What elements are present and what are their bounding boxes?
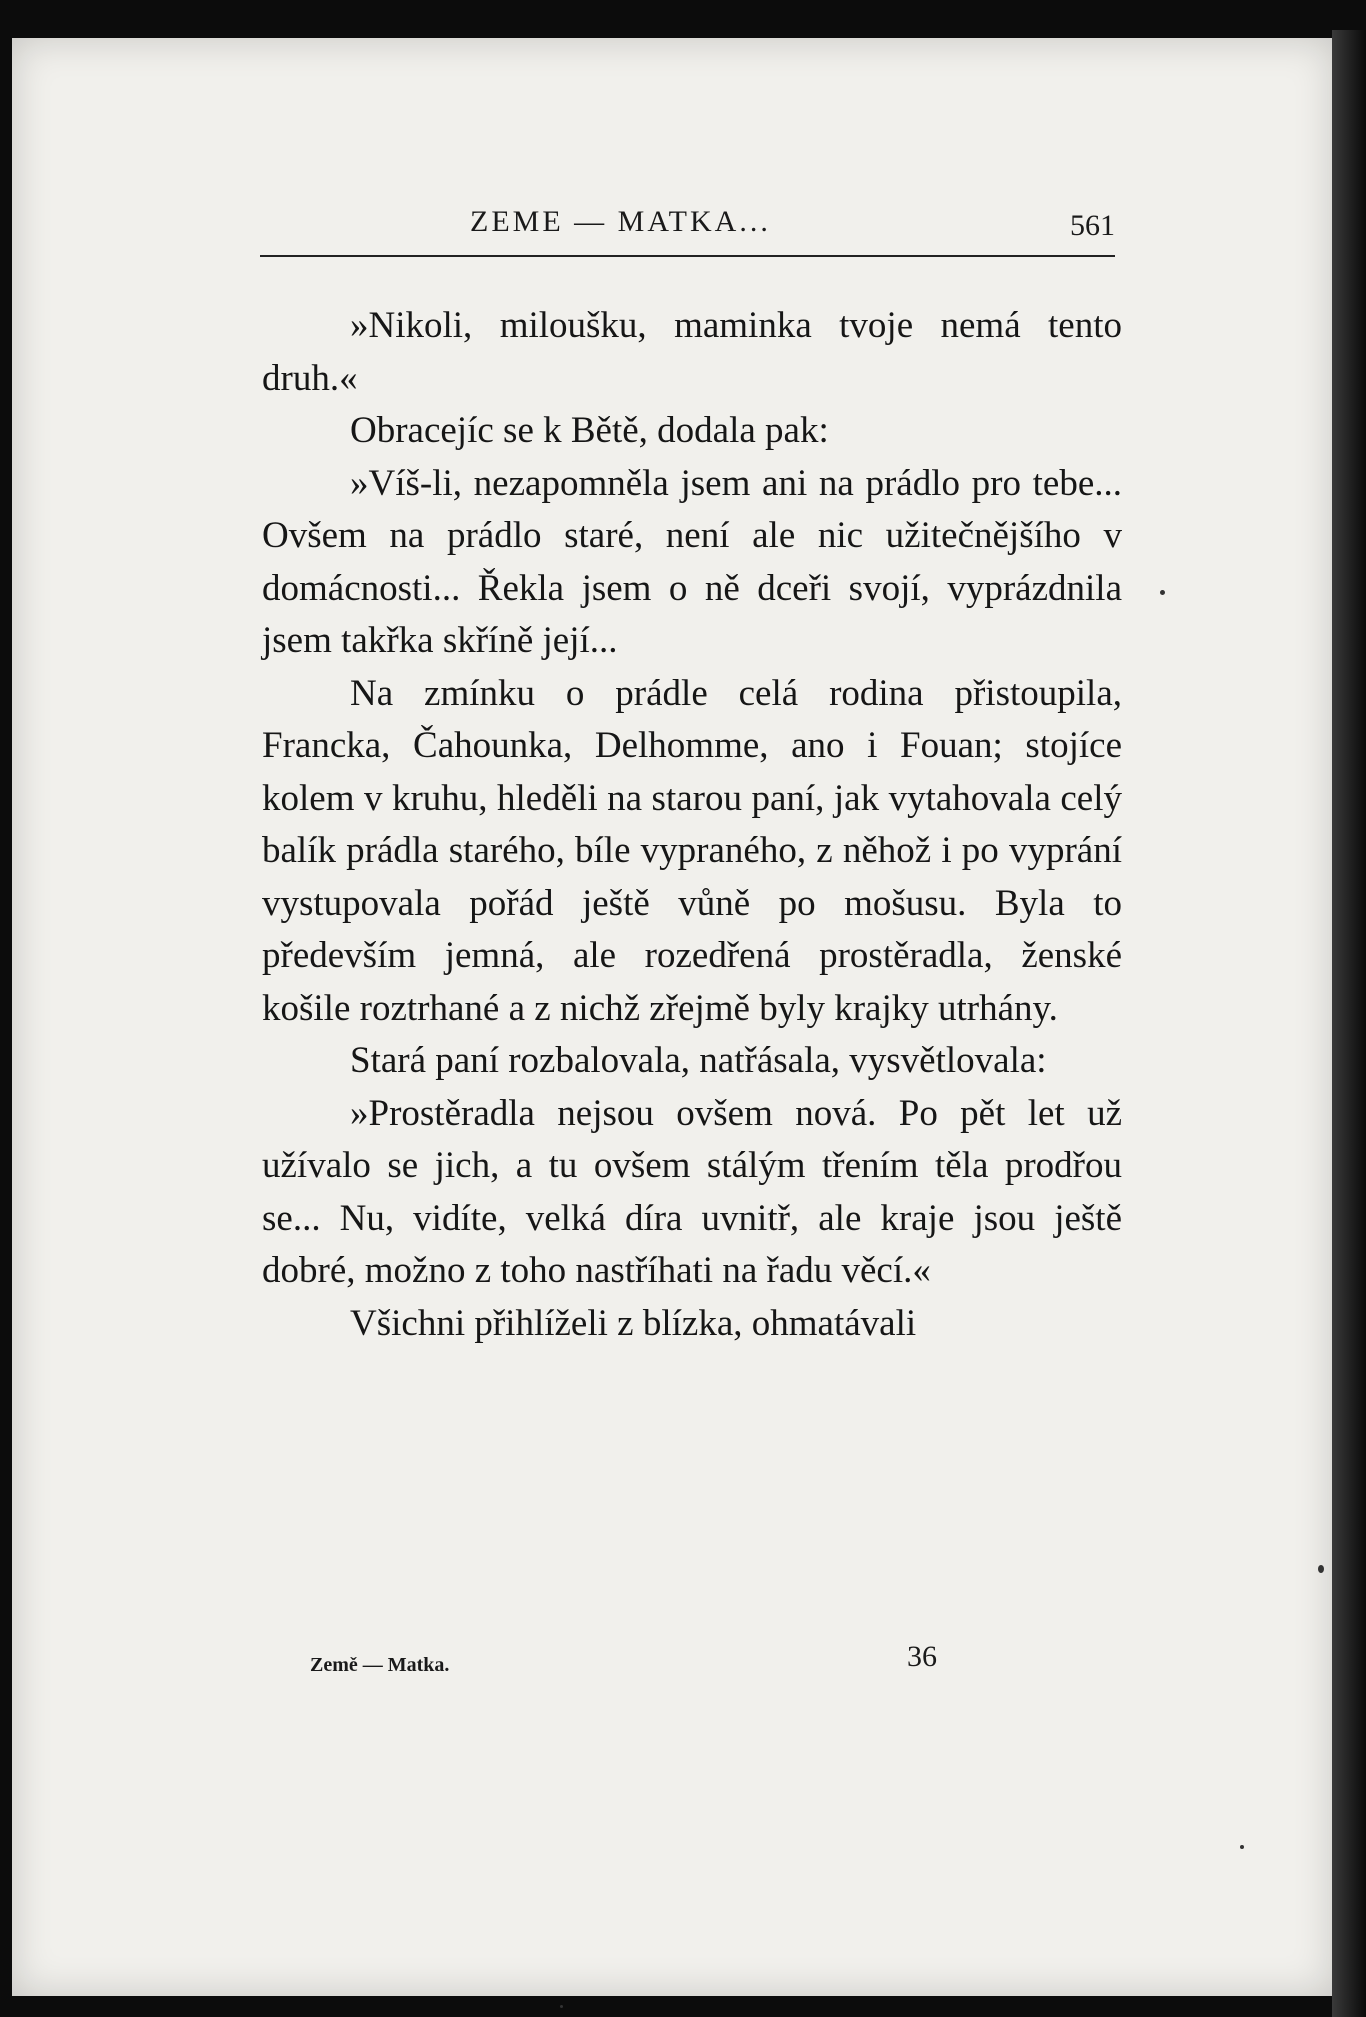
page-footer <box>310 1640 950 1690</box>
paper-speck <box>1160 590 1165 595</box>
paper-speck <box>560 2005 563 2008</box>
paragraph: Všichni přihlíželi z blízka, ohmatávali <box>350 1302 917 1344</box>
paragraph: »Nikoli, miloušku, maminka tvoje nemá tento druh.« <box>262 305 1122 399</box>
signature-mark: Země — Matka. <box>310 1654 450 1676</box>
paper-speck <box>1240 1845 1244 1849</box>
running-head-title: ZEME — MATKA... <box>470 205 771 238</box>
paper-speck <box>1318 1565 1324 1573</box>
header-rule <box>260 255 1115 257</box>
paragraph: »Víš-li, nezapomněla jsem ani na prádlo pro tebe... Ovšem na prádlo staré, není ale nic užitečnějšího v domácnosti... Řekla jsem o ně dceři svojí, vyprázdnila jsem takřka skříně její... <box>262 462 1122 661</box>
body-text <box>262 300 1122 1350</box>
paragraph: Stará paní rozbalovala, natřásala, vysvětlovala: <box>350 1040 1047 1081</box>
paragraph: »Prostěradla nejsou ovšem nová. Po pět let už užívalo se jich, a tu ovšem stálým třením těla prodřou se... Nu, vidíte, velká díra uvnitř, ale kraje jsou ještě dobré, možno z toho nastříhati na řadu věcí.« <box>262 1092 1122 1291</box>
paragraph: Na zmínku o prádle celá rodina přistoupila, Francka, Čahounka, Delhomme, ano i Fouan; stojíce kolem v kruhu, hleděli na starou paní, jak vytahovala celý balík prádla starého, bíle vypraného, z něhož i po vyprání vystupovala pořád ještě vůně po mošusu. Byla to především jemná, ale rozedřená prostěradla, ženské košile roztrhané a z nichž zřejmě byly krajky utrhány. <box>262 672 1122 1029</box>
paragraph: Obracejíc se k Bětě, dodala pak: <box>350 410 829 451</box>
page-edge-shadow <box>1332 30 1366 2017</box>
page-number: 561 <box>1070 209 1115 242</box>
sheet-number: 36 <box>907 1640 937 1673</box>
